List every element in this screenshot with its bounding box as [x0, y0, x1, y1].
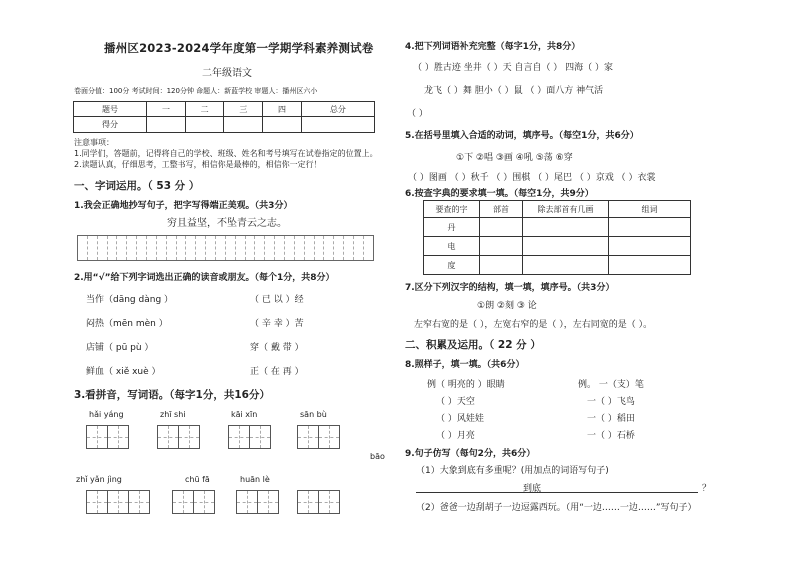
- answer-line[interactable]: [416, 492, 698, 493]
- table-head: 除去部首有几画: [523, 201, 609, 218]
- score-label: 得分: [74, 117, 147, 133]
- table-head: 组词: [609, 201, 691, 218]
- score-head: 题号: [74, 102, 147, 117]
- copy-sentence: 穷且益坚，不坠青云之志。: [167, 218, 287, 229]
- write-box[interactable]: [297, 490, 340, 514]
- table-char: 丹: [424, 218, 480, 237]
- q2-item-b[interactable]: （ 辛 幸 ）苦: [250, 319, 304, 329]
- pinyin: zhǐ yǎn jìng: [76, 475, 122, 484]
- q8-example-2: 例。 一（支）笔: [578, 380, 644, 390]
- q2-item-b[interactable]: 正（ 在 再 ）: [250, 367, 304, 377]
- q2-item-a[interactable]: 当作（dāng dàng ）: [86, 295, 174, 305]
- q8-left[interactable]: （ ）天空: [436, 397, 475, 407]
- question-9: 9.句子仿写（每句2分，共6分）: [405, 449, 536, 459]
- question-3: 3.看拼音，写词语。（每字1分，共16分）: [74, 389, 270, 401]
- write-box[interactable]: [297, 425, 340, 449]
- note-2: 2.读题认真，仔细思考，工整书写，相信你是最棒的，相信你一定行！: [74, 160, 322, 169]
- table-char: 电: [424, 237, 480, 256]
- question-8: 8.照样子，填一填。（共6分）: [405, 360, 525, 370]
- q2-item-a[interactable]: 鲜血（ xiě xuè ）: [86, 367, 161, 377]
- table-cell[interactable]: [609, 256, 691, 275]
- q8-right[interactable]: 一（ ）石桥: [587, 431, 635, 441]
- table-cell[interactable]: [609, 237, 691, 256]
- score-cell[interactable]: [263, 117, 302, 133]
- q9-question-mark: ？: [702, 484, 712, 494]
- q5-options: ①下 ②唱 ③画 ④吼 ⑤荡 ⑥穿: [456, 153, 573, 163]
- section-1-title: 一、字词运用。（ 53 分 ）: [74, 180, 200, 192]
- copy-writing-grid[interactable]: [77, 235, 374, 261]
- exam-title: 播州区2023-2024学年度第一学期学科素养测试卷: [104, 41, 374, 55]
- write-box[interactable]: [86, 490, 150, 514]
- q8-left[interactable]: （ ）月亮: [436, 431, 475, 441]
- q4-line-2[interactable]: 龙飞（ ）舞 胆小（ ）鼠 （ ）面八方 神气活: [424, 86, 604, 96]
- q2-item-b[interactable]: 穿（ 戴 带 ）: [250, 343, 304, 353]
- question-2: 2.用“√”给下列字词选出正确的读音或朋友。（每个1分，共8分）: [74, 273, 335, 283]
- write-box[interactable]: [172, 490, 215, 514]
- pinyin: zhī shi: [160, 410, 186, 419]
- score-cell[interactable]: [147, 117, 186, 133]
- table-cell[interactable]: [523, 237, 609, 256]
- q9-part-1: （1）大象到底有多重呢？(用加点的词语写句子): [416, 466, 609, 476]
- write-box[interactable]: [236, 490, 279, 514]
- pinyin: kāi xīn: [231, 410, 258, 419]
- write-box[interactable]: [157, 425, 200, 449]
- score-head: 四: [263, 102, 302, 117]
- score-head: 三: [224, 102, 263, 117]
- pinyin: chū fā: [185, 475, 210, 484]
- q8-right[interactable]: 一（ ）飞鸟: [587, 397, 635, 407]
- pinyin: sān bù: [300, 410, 327, 419]
- write-box[interactable]: [86, 425, 129, 449]
- score-head: 总分: [301, 102, 374, 117]
- note-1: 1.同学们，答题前，记得将自己的学校、班级、姓名和考号填写在试卷指定的位置上。: [74, 149, 378, 158]
- q2-item-a[interactable]: 闷热（mēn mèn ）: [86, 319, 168, 329]
- table-char: 度: [424, 256, 480, 275]
- question-4: 4.把下列词语补充完整（每字1分，共8分）: [405, 42, 581, 52]
- q7-options: ①朗 ②刻 ③ 论: [477, 301, 537, 311]
- q9-part-2: （2）爸爸一边刮胡子一边逗露西玩。（用“一边……一边……”写句子）: [416, 503, 697, 513]
- exam-subtitle: 二年级语文: [202, 68, 252, 79]
- q4-line-1[interactable]: （ ）胜古迹 坐井（ ）天 自言自（ ） 四海（ ）家: [413, 63, 614, 73]
- table-head: 要查的字: [424, 201, 480, 218]
- score-cell[interactable]: [301, 117, 374, 133]
- table-cell[interactable]: [480, 218, 523, 237]
- q8-left[interactable]: （ ）风娃娃: [436, 414, 484, 424]
- dictionary-table: [423, 200, 691, 275]
- table-cell[interactable]: [480, 237, 523, 256]
- q5-blanks[interactable]: （ ）图画 （ ）秋千 （ ）围棋 （ ）尾巴 （ ）京戏 （ ）衣裳: [408, 173, 656, 183]
- q8-example-1: 例（ 明亮的 ）眼睛: [427, 380, 505, 390]
- section-2-title: 二、积累及运用。（ 22 分 ）: [405, 339, 541, 351]
- score-head: 一: [147, 102, 186, 117]
- q8-right[interactable]: 一（ ）稻田: [587, 414, 635, 424]
- score-table: [73, 101, 375, 133]
- table-cell[interactable]: [523, 256, 609, 275]
- q2-item-b[interactable]: （ 已 以 ）经: [250, 295, 304, 305]
- question-7: 7.区分下列汉字的结构，填一填，填序号。（共3分）: [405, 283, 615, 293]
- question-6: 6.按查字典的要求填一填。（每空1分，共9分）: [405, 189, 594, 199]
- q7-blanks[interactable]: 左窄右宽的是（ ），左宽右窄的是（ ），左右同宽的是（ ）。: [414, 320, 653, 330]
- question-1: 1.我会正确地抄写句子，把字写得端正美观。（共3分）: [74, 201, 293, 211]
- notes-title: 注意事项：: [74, 138, 114, 147]
- score-cell[interactable]: [224, 117, 263, 133]
- pinyin: bāo: [370, 452, 385, 461]
- table-head: 部首: [480, 201, 523, 218]
- pinyin: huān lè: [240, 475, 270, 484]
- table-cell[interactable]: [480, 256, 523, 275]
- table-cell[interactable]: [609, 218, 691, 237]
- q4-line-3[interactable]: （ ）: [407, 109, 428, 119]
- pinyin: hǎi yáng: [89, 410, 124, 419]
- q2-item-a[interactable]: 店铺（ pū pù ）: [86, 343, 154, 353]
- write-box[interactable]: [228, 425, 271, 449]
- q9-fill-word: 到底: [523, 484, 542, 494]
- question-5: 5.在括号里填入合适的动词，填序号。（每空1分，共6分）: [405, 131, 639, 141]
- table-cell[interactable]: [523, 218, 609, 237]
- score-cell[interactable]: [185, 117, 224, 133]
- score-head: 二: [185, 102, 224, 117]
- exam-meta: 卷面分值：100分 考试时间：120分钟 命题人：新蓝学校 审题人：播州区六小: [74, 87, 318, 95]
